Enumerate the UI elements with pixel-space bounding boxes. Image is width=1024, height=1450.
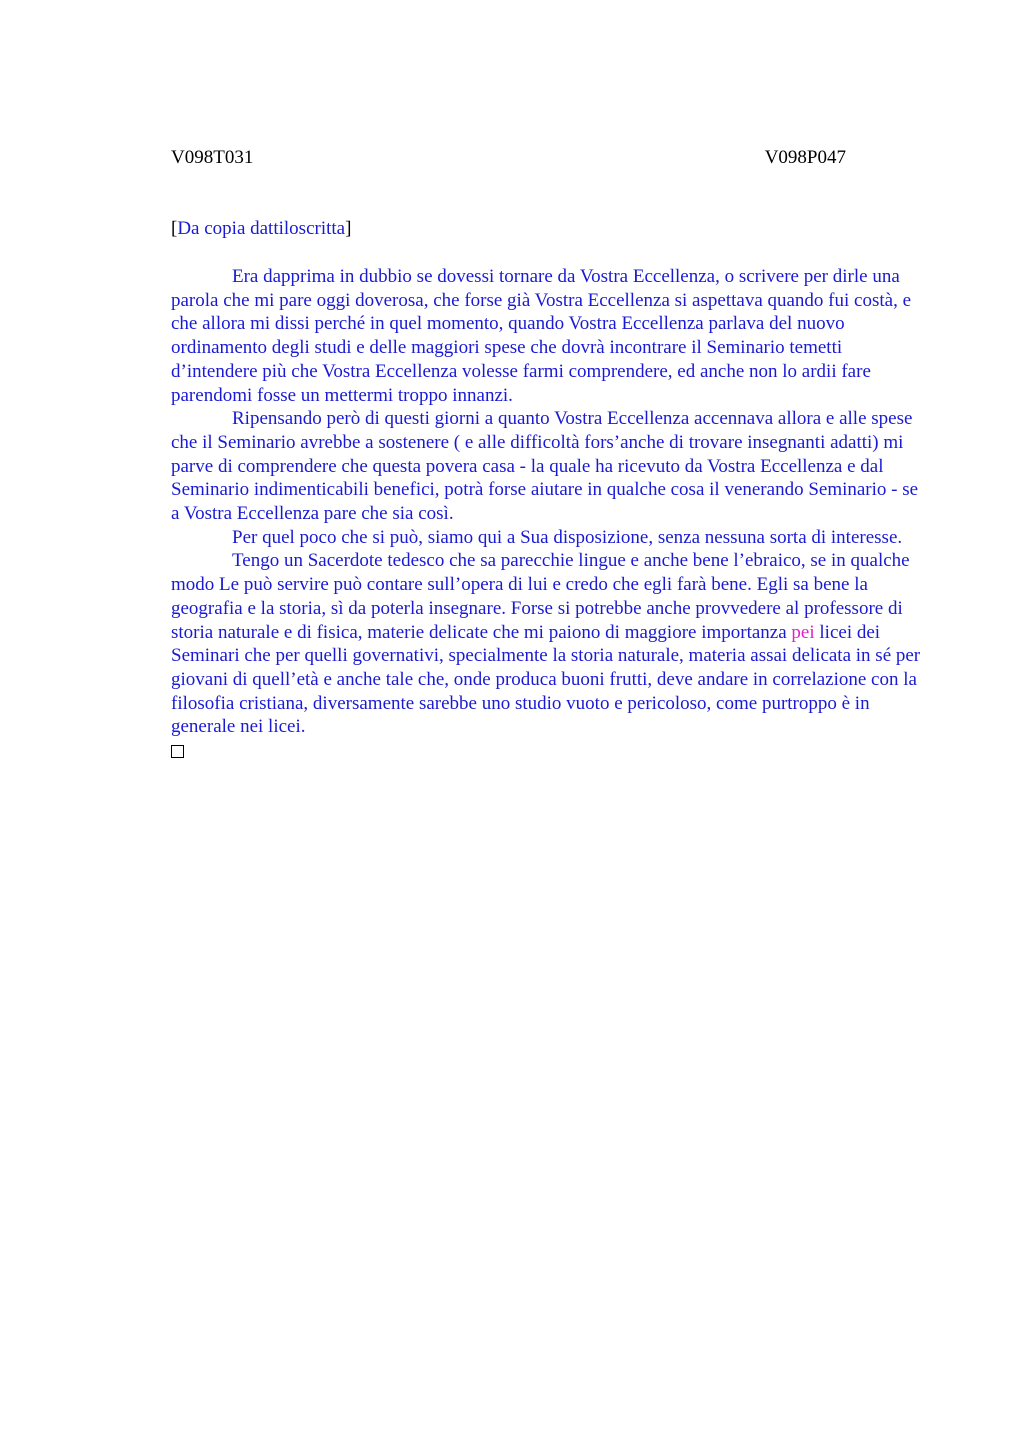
document-code-right: V098P047: [764, 147, 846, 168]
letter-paragraph: Ripensando però di questi giorni a quanto Vostra Eccellenza accennava allora e alle spese che il Seminario avrebbe a sostenere ( e alle difficoltà fors’anche di trovare insegnanti adatti) mi parve di comprendere che questa povera casa - la quale ha ricevuto da Vostra Eccellenza e dal Seminario indimenticabili benefici, potrà forse aiutare in qualche cosa il venerando Seminario - se a Vostra Eccellenza pare che sia così.: [171, 408, 919, 525]
letter-paragraph-last: [171, 549, 931, 739]
source-note-close-bracket: ]: [345, 218, 352, 239]
letter-body: [171, 265, 931, 758]
source-note: [171, 217, 351, 241]
paragraph-text-before: Tengo un Sacerdote tedesco che sa parecchie lingue e anche bene l’ebraico, se in qualche modo Le può servire può contare sull’opera di lui e credo che egli farà bene. Egli sa bene la geografia e la storia, sì da poterla insegnare. Forse si potrebbe anche provvedere al professore di storia naturale e di fisica, materie delicate che mi paiono di maggiore importanza: [171, 550, 910, 643]
source-note-text: Da copia dattiloscritta: [177, 218, 346, 239]
paragraph-text-after: licei dei Seminari che per quelli governativi, specialmente la storia naturale, materia assai delicata in sé per giovani di quell’età e anche tale che, onde produca buoni frutti, deve andare in correlazione con la filosofia cristiana, diversamente sarebbe uno studio vuoto e pericoloso, come purtroppo è in generale nei licei.: [171, 621, 921, 738]
end-of-document-box-icon: [171, 745, 184, 758]
letter-paragraph: Era dapprima in dubbio se dovessi tornare da Vostra Eccellenza, o scrivere per dirle una parola che mi pare oggi doverosa, che forse già Vostra Eccellenza si aspettava quando fui costà, e che allora mi dissi perché in quel momento, quando Vostra Eccellenza parlava del nuovo ordinamento degli studi e delle maggiori spese che dovrà incontrare il Seminario temetti d’intendere più che Vostra Eccellenza volesse farmi comprendere, ed anche non lo ardii fare parendomi fosse un mettermi troppo innanzi.: [171, 266, 912, 406]
source-note-open-bracket: [: [171, 218, 178, 239]
document-code-left: V098T031: [171, 147, 254, 168]
highlighted-word: pei: [791, 621, 815, 643]
letter-paragraph: Per quel poco che si può, siamo qui a Sua disposizione, senza nessuna sorta di interesse.: [232, 526, 903, 548]
